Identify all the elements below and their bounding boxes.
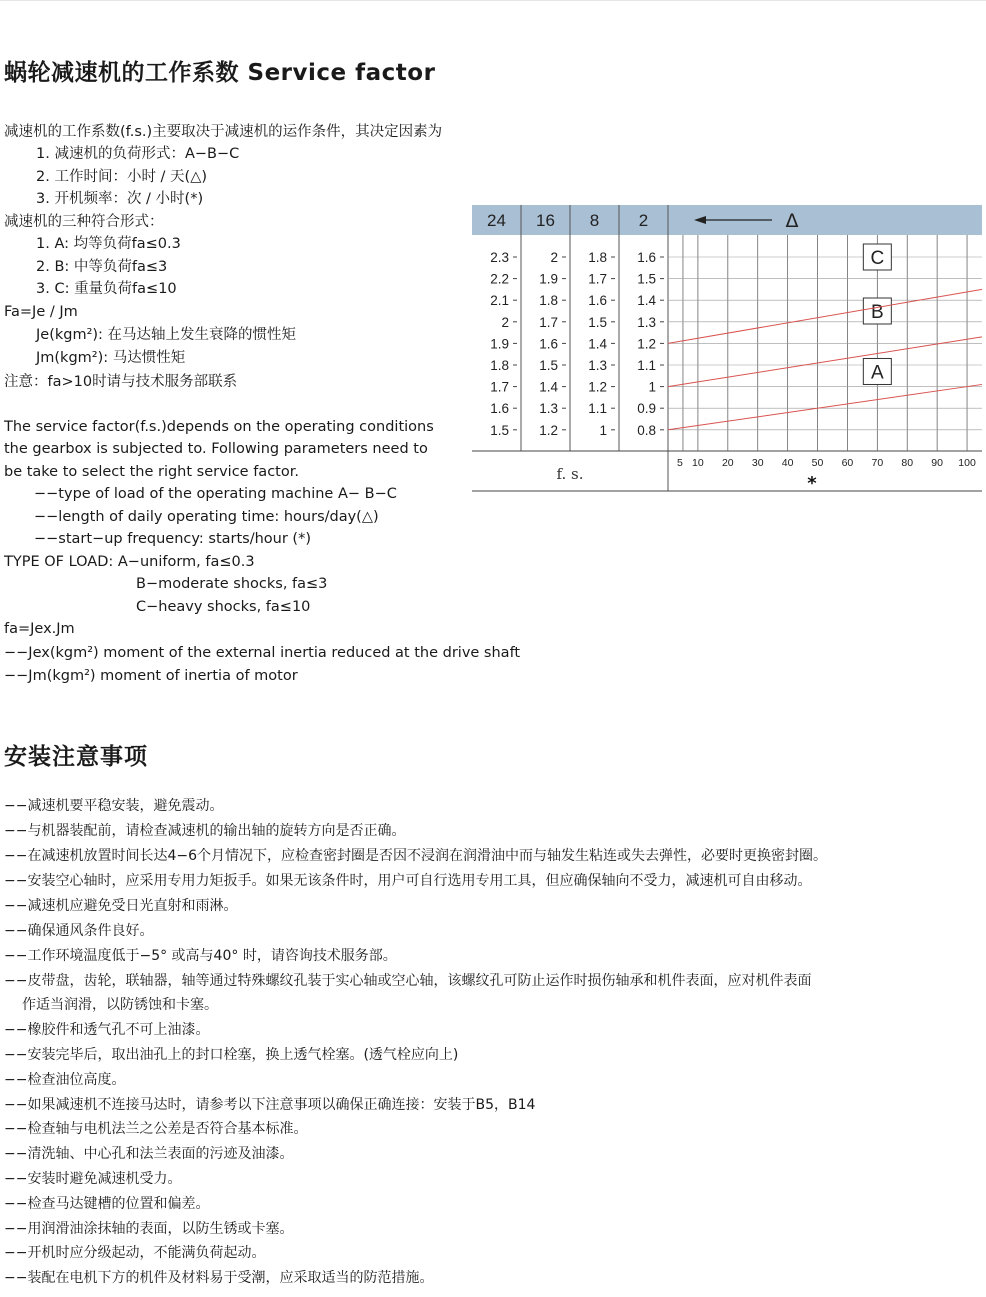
fs-value: 2 [550, 250, 558, 265]
x-tick-label: 30 [751, 457, 764, 469]
series-line-c [668, 289, 982, 343]
installation-notes-title: 安装注意事项 [4, 744, 148, 770]
note-item: −−在减速机放置时间长达4−6个月情况下，应检查密封圈是否因不浸润在润滑油中而与轴发生粘连或失去弹性，必要时更换密封圈。 [4, 848, 828, 864]
x-tick-label: 80 [901, 457, 914, 469]
note-item: −−橡胶件和透气孔不可上油漆。 [4, 1022, 210, 1038]
text-line: 3. C: 重量负荷fa≤10 [36, 281, 177, 297]
fs-value: 1.5 [637, 271, 656, 287]
text-line: 2. 工作时间：小时 / 天(△) [36, 169, 208, 185]
note-item: −−安装完毕后，取出油孔上的封口栓塞，换上透气栓塞。(透气栓应向上) [4, 1047, 459, 1063]
header-delta-label: Δ [785, 210, 799, 232]
fs-value: 1.7 [588, 271, 607, 287]
fs-value: 1.3 [588, 358, 607, 373]
fs-value: 1.9 [490, 336, 509, 352]
fs-value: 1 [648, 379, 656, 395]
text-line: 1. 减速机的负荷形式：A−B−C [36, 146, 240, 162]
note-item: −−用润滑油涂抹轴的表面，以防生锈或卡塞。 [4, 1221, 294, 1237]
note-item: −−安装时避免减速机受力。 [4, 1171, 182, 1187]
fs-value: 1.9 [539, 271, 558, 287]
x-tick-label: 10 [692, 457, 704, 469]
text-line: −−Jex(kgm²) moment of the external inertia reduced at the drive shaft [4, 645, 521, 661]
series-label: C [870, 248, 885, 269]
series-line-a [668, 384, 982, 429]
text-line: 注意：fa>10时请与技术服务部联系 [4, 374, 238, 390]
fs-value: 1.2 [588, 379, 607, 395]
x-tick-label: 20 [721, 457, 734, 469]
x-tick-label: 100 [958, 457, 976, 469]
fs-value: 1.3 [539, 401, 558, 417]
x-tick-label: 60 [841, 457, 854, 469]
fs-value: 1.6 [490, 401, 509, 417]
note-item: −−检查轴与电机法兰之公差是否符合基本标准。 [4, 1121, 308, 1137]
text-line: 3. 开机频率：次 / 小时(*) [36, 191, 204, 207]
x-tick-label: 70 [871, 457, 884, 469]
text-line: Fa=Je / Jm [4, 304, 78, 320]
fs-value: 1.5 [490, 422, 509, 438]
note-item: −−皮带盘，齿轮，联轴器，轴等通过特殊螺纹孔装于实心轴或空心轴，该螺纹孔可防止运作时损伤轴承和机件表面，应对机件表面 [4, 973, 812, 989]
x-tick-label: 40 [781, 457, 794, 469]
header-hours-label: 2 [638, 211, 649, 230]
note-item: −−安装空心轴时，应采用专用力矩扳手。如果无该条件时，用户可自行选用专用工具，但应确保轴向不受力，减速机可自由移动。 [4, 873, 812, 889]
x-tick-label: 50 [811, 457, 824, 469]
text-line: −−Jm(kgm²) moment of inertia of motor [4, 668, 298, 684]
text-line: 2. B: 中等负荷fa≤3 [36, 259, 168, 275]
note-item: −−装配在电机下方的机件及材料易于受潮，应采取适当的防范措施。 [4, 1270, 434, 1286]
series-line-b [668, 337, 982, 387]
fs-value: 1.6 [539, 336, 558, 352]
text-line: TYPE OF LOAD: A−uniform, fa≤0.3 [4, 554, 255, 570]
text-line: The service factor(f.s.)depends on the operating conditions [4, 419, 434, 435]
text-line: −−start−up frequency: starts/hour (*) [34, 531, 311, 547]
note-item: −−减速机应避免受日光直射和雨淋。 [4, 898, 238, 914]
fs-value: 1.4 [588, 336, 607, 352]
x-tick-label: 5 [677, 457, 683, 469]
fs-value: 1.4 [637, 293, 656, 309]
fs-value: 0.8 [637, 422, 656, 438]
text-line: 减速机的三种符合形式： [4, 214, 164, 230]
note-item: −−与机器装配前，请检查减速机的输出轴的旋转方向是否正确。 [4, 823, 406, 839]
text-line: Jm(kgm²): 马达惯性矩 [36, 350, 186, 366]
text-line: fa=Jex.Jm [4, 621, 75, 637]
fs-value: 1.1 [637, 358, 656, 373]
text-line: the gearbox is subjected to. Following parameters need to [4, 441, 428, 457]
fs-value: 1.3 [637, 314, 656, 330]
note-item: −−减速机要平稳安装，避免震动。 [4, 798, 224, 814]
note-item: −−检查马达键槽的位置和偏差。 [4, 1196, 210, 1212]
fs-value: 1.6 [588, 293, 607, 309]
header-hours-label: 16 [536, 211, 555, 230]
note-item: −−工作环境温度低于−5° 或高与40° 时，请咨询技术服务部。 [4, 948, 397, 964]
text-line: B−moderate shocks, fa≤3 [136, 576, 328, 592]
fs-value: 1.7 [539, 314, 558, 330]
fs-value: 1.6 [637, 250, 656, 265]
fs-value: 1.8 [490, 358, 509, 373]
text-line: Je(kgm²): 在马达轴上发生衰降的惯性矩 [36, 327, 297, 343]
fs-value: 1.8 [539, 293, 558, 309]
fs-value: 2 [501, 314, 509, 330]
top-border [0, 0, 986, 1]
header-hours-label: 24 [487, 211, 506, 230]
x-tick-label: 90 [931, 457, 943, 469]
fs-value: 1.5 [588, 314, 607, 330]
fs-value: 1 [599, 422, 607, 438]
fs-value: 0.9 [637, 401, 656, 417]
fs-axis-label: f. s. [556, 465, 584, 483]
text-line: C−heavy shocks, fa≤10 [136, 599, 311, 615]
text-line: −−length of daily operating time: hours/day(△) [34, 509, 379, 525]
fs-value: 2.1 [490, 293, 509, 309]
fs-value: 1.2 [539, 422, 558, 438]
note-item: −−检查油位高度。 [4, 1072, 126, 1088]
x-axis-star-label: * [807, 473, 817, 494]
service-factor-chart [472, 205, 984, 495]
note-item: −−确保通风条件良好。 [4, 923, 154, 939]
fs-value: 1.4 [539, 379, 558, 395]
fs-value: 1.5 [539, 358, 558, 373]
service-factor-title: 蜗轮减速机的工作系数 Service factor [4, 60, 436, 86]
text-line: −−type of load of the operating machine A− B−C [34, 486, 397, 502]
fs-value: 2.2 [490, 271, 509, 287]
note-item: −−开机时应分级起动，不能满负荷起动。 [4, 1245, 266, 1261]
note-item: −−清洗轴、中心孔和法兰表面的污迹及油漆。 [4, 1146, 294, 1162]
text-line: be take to select the right service factor. [4, 464, 299, 480]
fs-value: 1.1 [588, 401, 607, 417]
header-hours-label: 8 [589, 211, 600, 230]
fs-value: 2.3 [490, 250, 509, 265]
note-item: −−如果减速机不连接马达时，请参考以下注意事项以确保正确连接：安装于B5，B14 [4, 1097, 536, 1113]
text-line: 减速机的工作系数(f.s.)主要取决于减速机的运作条件，其决定因素为 [4, 124, 443, 140]
series-label: B [870, 302, 884, 323]
fs-value: 1.2 [637, 336, 656, 352]
series-label: A [870, 362, 884, 384]
fs-value: 1.8 [588, 250, 607, 265]
fs-value: 1.7 [490, 379, 509, 395]
text-line: 1. A: 均等负荷fa≤0.3 [36, 236, 181, 252]
note-item-continued: 作适当润滑，以防锈蚀和卡塞。 [22, 997, 218, 1013]
